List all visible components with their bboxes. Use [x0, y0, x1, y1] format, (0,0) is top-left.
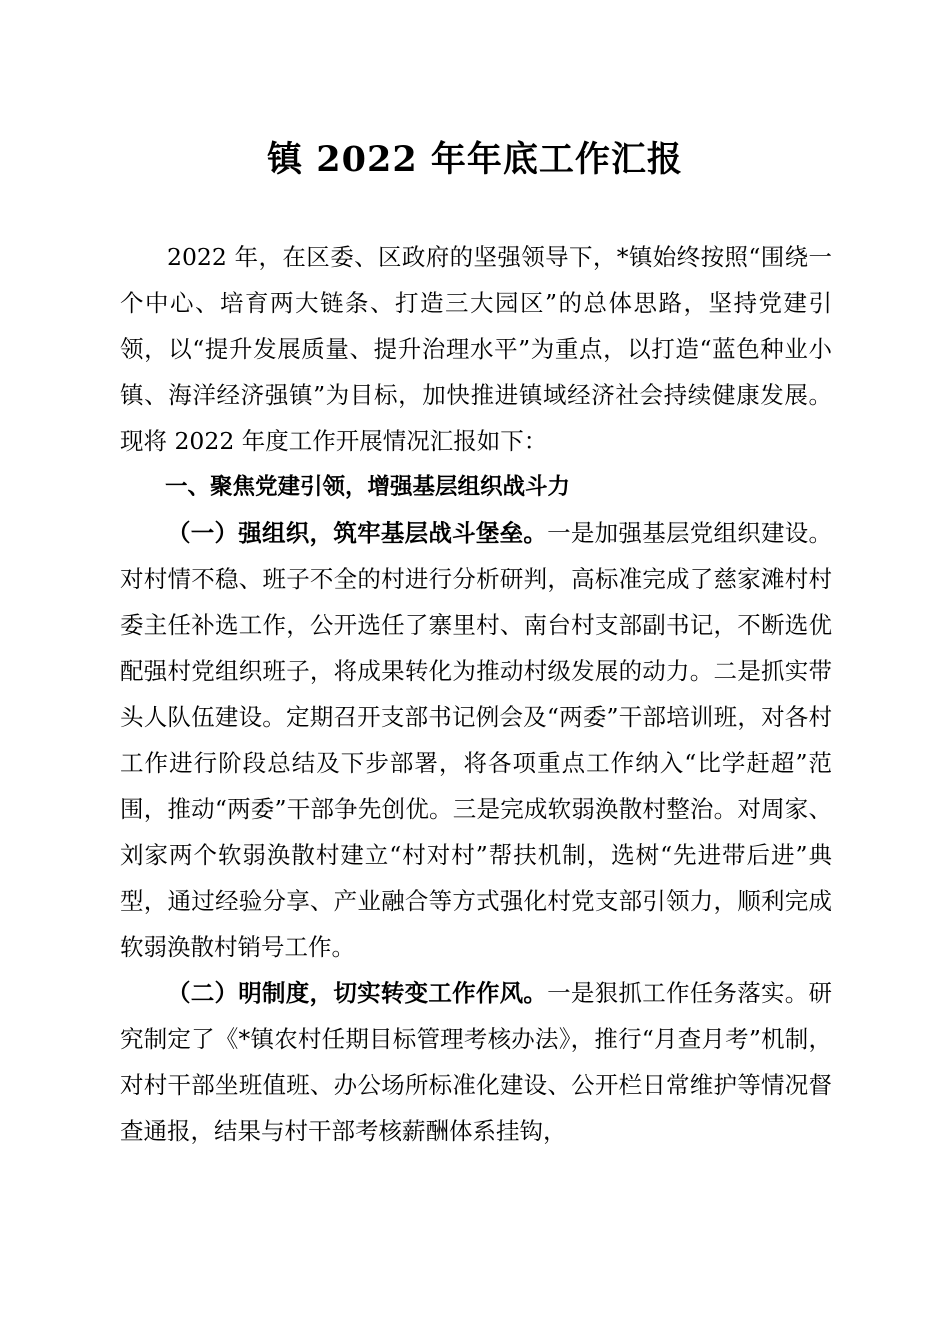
subsection-lead-1: （一）强组织，筑牢基层战斗堡垒。 [167, 519, 548, 547]
subsection-paragraph-1 [120, 510, 832, 970]
subsection-lead-2: （二）明制度，切实转变工作作风。 [167, 979, 548, 1007]
document-title: 镇 2022 年年底工作汇报 [267, 139, 683, 180]
intro-paragraph: 2022 年，在区委、区政府的坚强领导下，*镇始终按照“围绕一个中心、培育两大链条、打造三大园区”的总体思路，坚持党建引领，以“提升发展质量、提升治理水平”为重点，以打造“蓝色种业小镇、海洋经济强镇”为目标，加快推进镇域经济社会持续健康发展。现将 2022 年度工作开展情况汇报如下： [120, 243, 832, 455]
document-body [120, 234, 832, 1154]
subsection-paragraph-2 [120, 970, 832, 1154]
section-heading: 一、聚焦党建引领，增强基层组织战斗力 [165, 474, 571, 500]
subsection-body-1: 一是加强基层党组织建设。对村情不稳、班子不全的村进行分析研判，高标准完成了慈家滩村村委主任补选工作，公开选任了寨里村、南台村支部副书记，不断选优配强村党组织班子，将成果转化为推动村级发展的动力。二是抓实带头人队伍建设。定期召开支部书记例会及“两委”干部培训班，对各村工作进行阶段总结及下步部署，将各项重点工作纳入“比学赶超”范围，推动“两委”干部争先创优。三是完成软弱涣散村整治。对周家、刘家两个软弱涣散村建立“村对村”帮扶机制，选树“先进带后进”典型，通过经验分享、产业融合等方式强化村党支部引领力，顺利完成软弱涣散村销号工作。 [120, 519, 833, 961]
subsection-body-2: 一是狠抓工作任务落实。研究制定了《*镇农村任期目标管理考核办法》，推行“月查月考”机制，对村干部坐班值班、办公场所标准化建设、公开栏日常维护等情况督查通报，结果与村干部考核薪酬体系挂钩， [120, 979, 833, 1145]
